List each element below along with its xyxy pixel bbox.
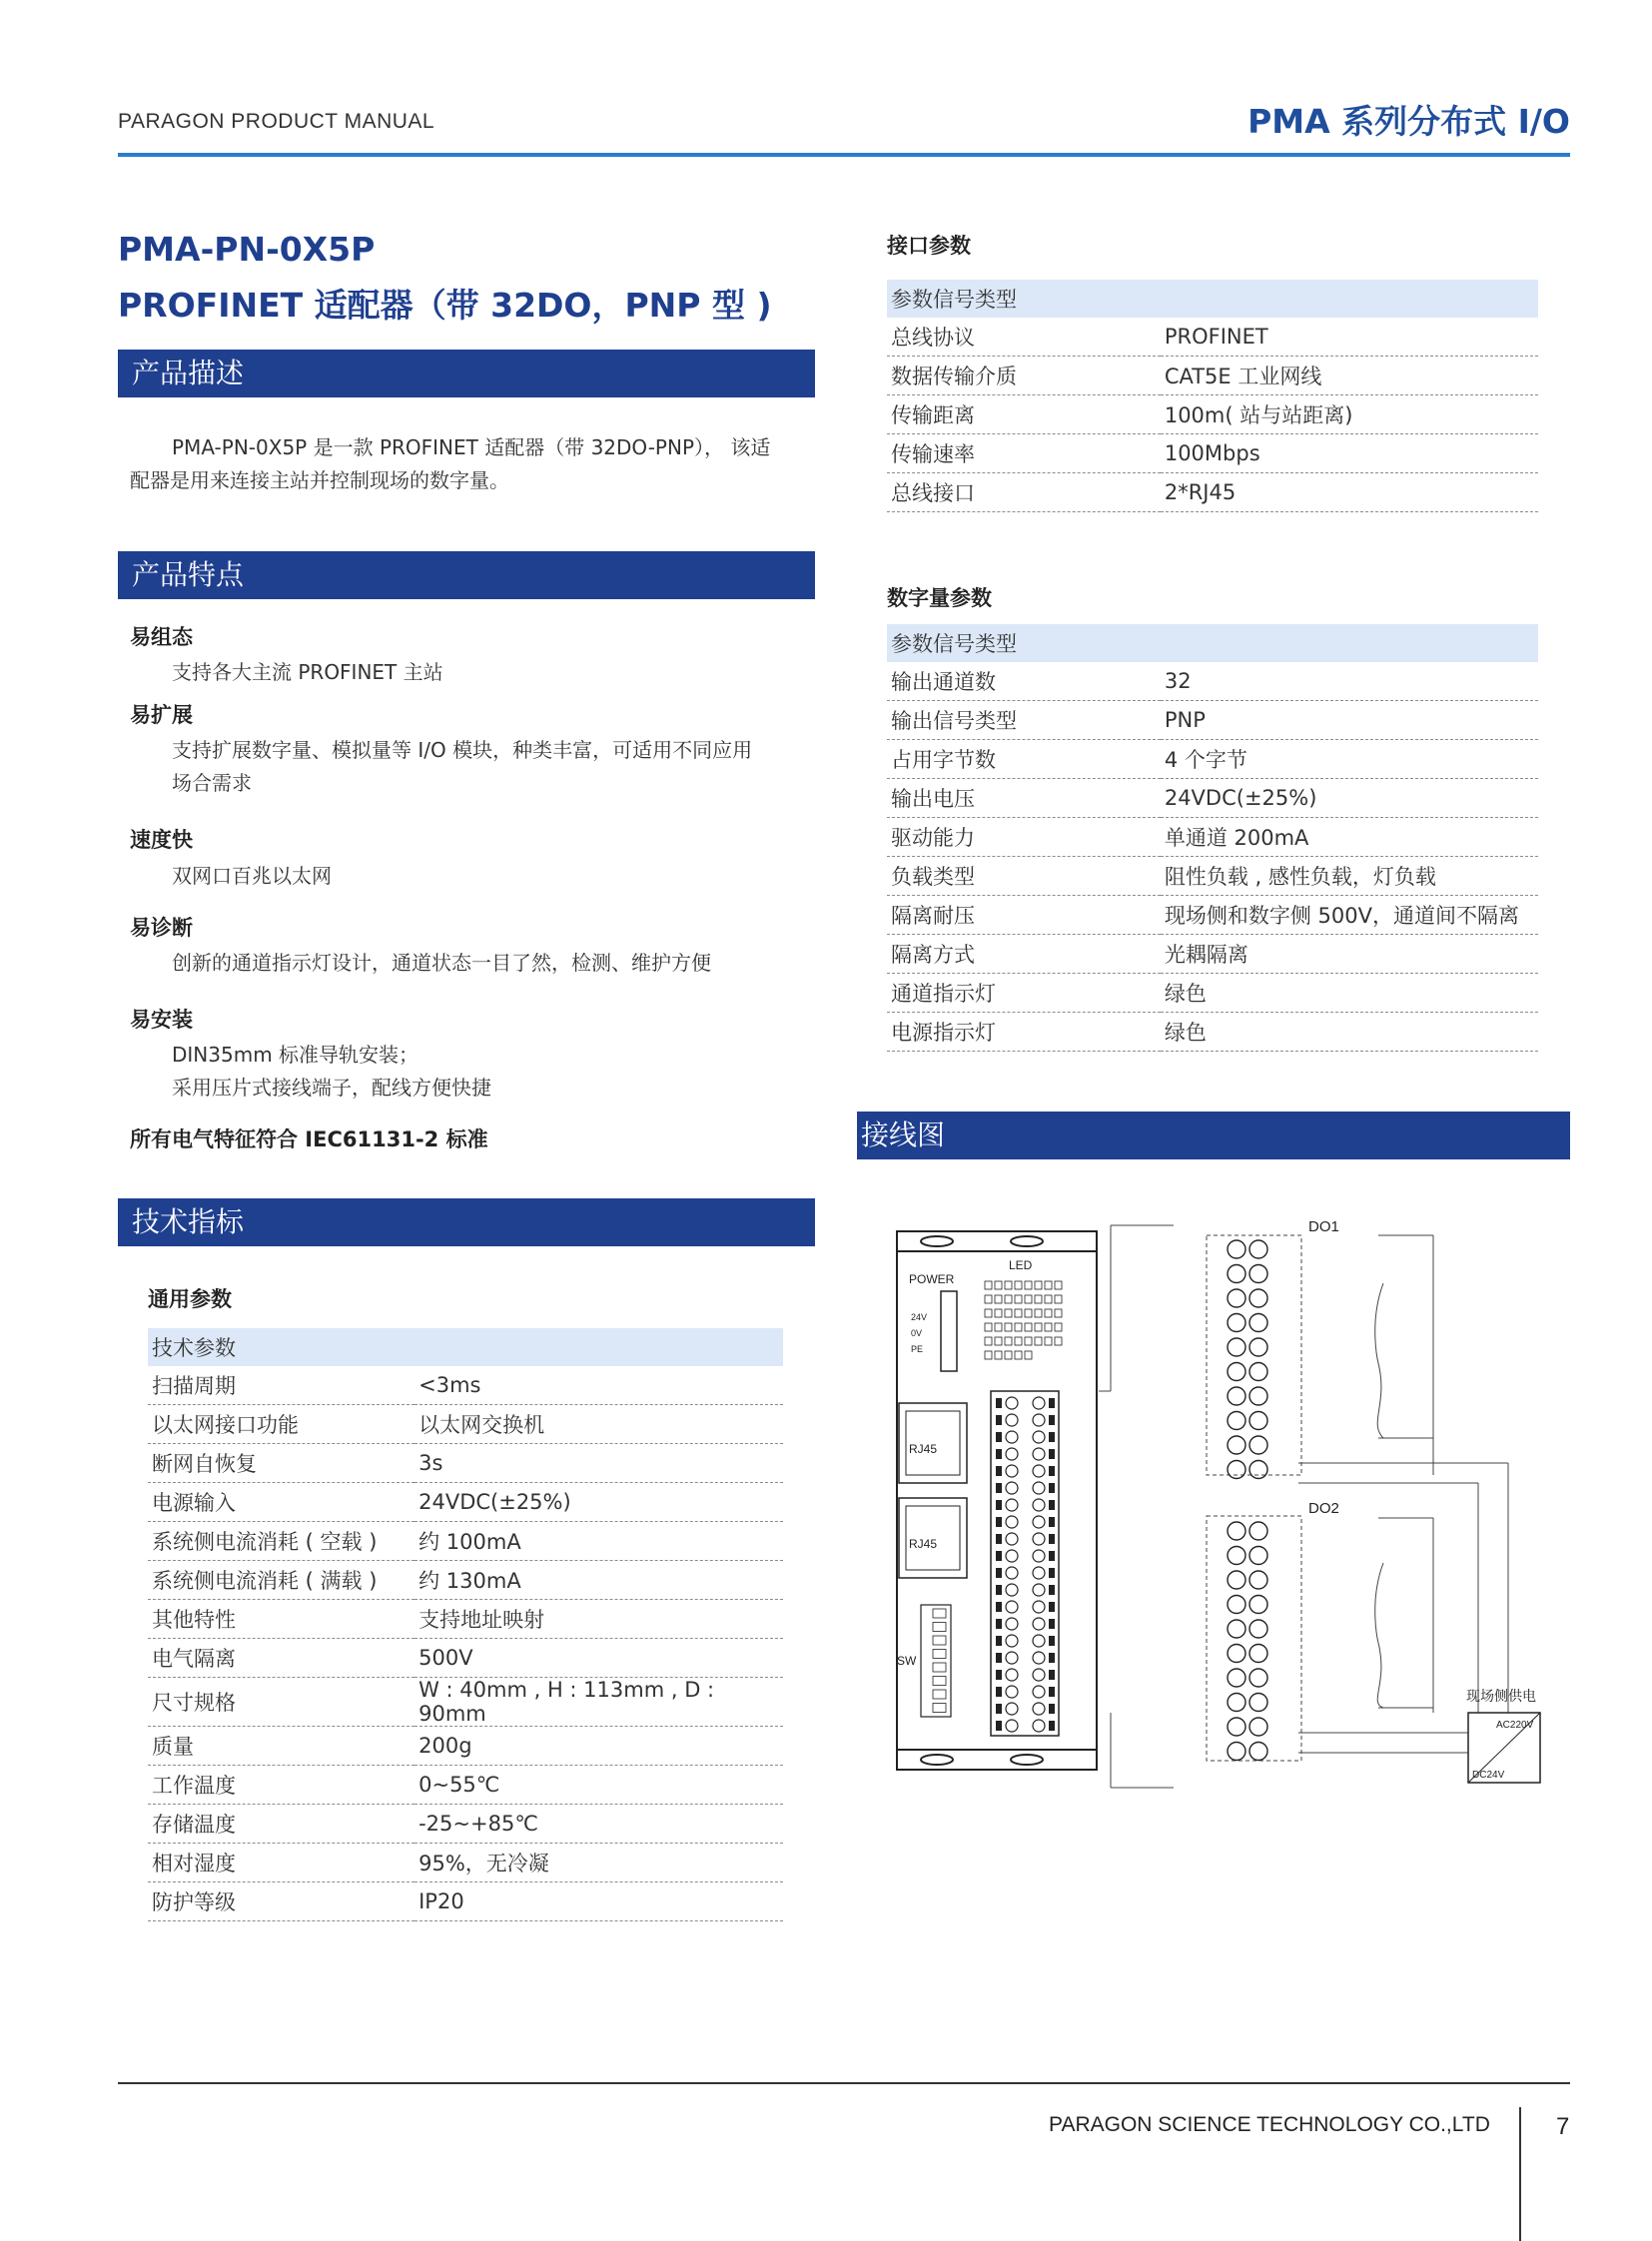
param-name: 数据传输介质 bbox=[887, 357, 1161, 395]
terminal-clip bbox=[996, 1415, 1002, 1425]
dc-label: DC24V bbox=[1472, 1770, 1505, 1781]
do-terminal bbox=[1249, 1240, 1267, 1258]
terminal-clip bbox=[1049, 1449, 1055, 1459]
terminal-clip bbox=[1049, 1483, 1055, 1493]
param-name: 断网自恢复 bbox=[148, 1444, 414, 1483]
do-terminal bbox=[1228, 1387, 1245, 1405]
product-model: PMA-PN-0X5P bbox=[118, 230, 376, 269]
terminal-clip bbox=[1049, 1704, 1055, 1714]
terminal-clip bbox=[1049, 1721, 1055, 1731]
do-terminal bbox=[1249, 1620, 1267, 1638]
table-row bbox=[887, 701, 1538, 740]
param-name: 尺寸规格 bbox=[148, 1678, 414, 1727]
terminal-clip bbox=[996, 1534, 1002, 1544]
do-terminal bbox=[1249, 1645, 1267, 1663]
param-value: 4 个字节 bbox=[1161, 740, 1538, 779]
table-row bbox=[887, 1013, 1538, 1052]
do-terminal bbox=[1249, 1694, 1267, 1712]
param-name: 传输距离 bbox=[887, 395, 1161, 434]
do-terminal bbox=[1228, 1571, 1245, 1589]
table-row bbox=[148, 1522, 783, 1561]
param-name: 输出电压 bbox=[887, 779, 1161, 818]
field-power-label: 现场侧供电 bbox=[1466, 1688, 1536, 1704]
terminal-clip bbox=[1049, 1466, 1055, 1476]
terminal-clip bbox=[1049, 1687, 1055, 1697]
do-terminal bbox=[1228, 1289, 1245, 1307]
table-header: 参数信号类型 bbox=[887, 280, 1538, 318]
param-name: 负载类型 bbox=[887, 857, 1161, 896]
param-value: PROFINET bbox=[1161, 318, 1538, 357]
terminal-clip bbox=[1049, 1636, 1055, 1646]
param-value: IP20 bbox=[414, 1882, 783, 1921]
table-row bbox=[148, 1561, 783, 1600]
terminal-clip bbox=[1049, 1585, 1055, 1595]
terminal-clip bbox=[1049, 1432, 1055, 1442]
param-value: 约 130mA bbox=[414, 1561, 783, 1600]
table-row bbox=[887, 357, 1538, 395]
terminal-clip bbox=[996, 1568, 1002, 1578]
do-terminal bbox=[1228, 1314, 1245, 1332]
do-terminal bbox=[1228, 1412, 1245, 1430]
param-value: 绿色 bbox=[1161, 974, 1538, 1013]
do-terminal bbox=[1249, 1387, 1267, 1405]
do2-label: DO2 bbox=[1308, 1500, 1339, 1517]
table-row bbox=[148, 1805, 783, 1844]
param-name: 系统侧电流消耗 ( 空载 ) bbox=[148, 1522, 414, 1561]
terminal-clip bbox=[996, 1449, 1002, 1459]
do-terminal bbox=[1249, 1265, 1267, 1283]
rj45-label-2: RJ45 bbox=[909, 1537, 938, 1551]
power-pe-label: PE bbox=[911, 1344, 924, 1354]
table-row bbox=[148, 1483, 783, 1522]
terminal-clip bbox=[996, 1619, 1002, 1629]
param-name: 电源指示灯 bbox=[887, 1013, 1161, 1052]
table-row bbox=[887, 818, 1538, 857]
section-features: 产品特点 bbox=[118, 551, 815, 599]
do-terminal bbox=[1228, 1694, 1245, 1712]
terminal-clip bbox=[996, 1483, 1002, 1493]
table-row bbox=[887, 434, 1538, 473]
feature-text: 创新的通道指示灯设计，通道状态一目了然，检测、维护方便 bbox=[172, 951, 711, 975]
do-terminal bbox=[1228, 1265, 1245, 1283]
table-row bbox=[148, 1727, 783, 1766]
do-terminal bbox=[1228, 1461, 1245, 1479]
description-line-2: 配器是用来连接主站并控制现场的数字量。 bbox=[130, 468, 509, 492]
param-name: 扫描周期 bbox=[148, 1366, 414, 1405]
param-value: 200g bbox=[414, 1727, 783, 1766]
feature-heading: 易安装 bbox=[130, 1008, 193, 1032]
feature-text: 支持扩展数字量、模拟量等 I/O 模块，种类丰富，可适用不同应用 bbox=[172, 738, 753, 762]
section-description: 产品描述 bbox=[118, 350, 815, 397]
table-row bbox=[148, 1766, 783, 1805]
param-value: 24VDC(±25%) bbox=[1161, 779, 1538, 818]
param-name: 隔离耐压 bbox=[887, 896, 1161, 935]
do-terminal bbox=[1228, 1547, 1245, 1565]
do-terminal bbox=[1228, 1338, 1245, 1356]
param-name: 隔离方式 bbox=[887, 935, 1161, 974]
param-value: 500V bbox=[414, 1639, 783, 1678]
param-name: 系统侧电流消耗 ( 满载 ) bbox=[148, 1561, 414, 1600]
param-value: 100m( 站与站距离) bbox=[1161, 395, 1538, 434]
do-terminal bbox=[1228, 1596, 1245, 1614]
do-terminal bbox=[1249, 1596, 1267, 1614]
param-value: 以太网交换机 bbox=[414, 1405, 783, 1444]
param-value: -25~+85℃ bbox=[414, 1805, 783, 1844]
digital-params-title: 数字量参数 bbox=[887, 586, 992, 610]
do-terminal bbox=[1249, 1743, 1267, 1761]
param-value: 阻性负载 , 感性负载，灯负载 bbox=[1161, 857, 1538, 896]
feature-heading: 易扩展 bbox=[130, 703, 193, 727]
terminal-clip bbox=[996, 1585, 1002, 1595]
header-rule bbox=[118, 153, 1570, 157]
table-row bbox=[148, 1366, 783, 1405]
terminal-clip bbox=[996, 1551, 1002, 1561]
table-row bbox=[887, 896, 1538, 935]
terminal-clip bbox=[1049, 1619, 1055, 1629]
param-value: 0~55℃ bbox=[414, 1766, 783, 1805]
header-right: PMA 系列分布式 I/O bbox=[1247, 102, 1570, 141]
general-params-table bbox=[148, 1328, 783, 1921]
footer-rule bbox=[118, 2082, 1570, 2084]
section-wiring: 接线图 bbox=[857, 1112, 1570, 1159]
feature-text: 双网口百兆以太网 bbox=[172, 864, 332, 888]
table-row bbox=[887, 395, 1538, 434]
terminal-clip bbox=[996, 1398, 1002, 1408]
terminal-clip bbox=[996, 1670, 1002, 1680]
table-row bbox=[887, 662, 1538, 701]
do-terminal bbox=[1249, 1436, 1267, 1454]
param-value: 3s bbox=[414, 1444, 783, 1483]
do1-label: DO1 bbox=[1308, 1218, 1339, 1235]
terminal-clip bbox=[996, 1687, 1002, 1697]
param-value: <3ms bbox=[414, 1366, 783, 1405]
general-params-title: 通用参数 bbox=[148, 1287, 232, 1311]
param-name: 总线接口 bbox=[887, 473, 1161, 512]
param-name: 存储温度 bbox=[148, 1805, 414, 1844]
param-name: 占用字节数 bbox=[887, 740, 1161, 779]
do-terminal bbox=[1249, 1363, 1267, 1381]
do-terminal bbox=[1249, 1338, 1267, 1356]
param-name: 传输速率 bbox=[887, 434, 1161, 473]
param-value: 2*RJ45 bbox=[1161, 473, 1538, 512]
do-terminal bbox=[1228, 1240, 1245, 1258]
terminal-clip bbox=[996, 1653, 1002, 1663]
feature-text: 采用压片式接线端子，配线方便快捷 bbox=[172, 1076, 491, 1100]
table-header: 技术参数 bbox=[148, 1328, 783, 1366]
ac-label: AC220V bbox=[1496, 1720, 1534, 1731]
table-row bbox=[148, 1444, 783, 1483]
do-terminal bbox=[1249, 1461, 1267, 1479]
param-value: PNP bbox=[1161, 701, 1538, 740]
param-value: CAT5E 工业网线 bbox=[1161, 357, 1538, 395]
description-line-1: PMA-PN-0X5P 是一款 PROFINET 适配器（带 32DO-PNP）， 该适 bbox=[172, 435, 771, 459]
param-value: 32 bbox=[1161, 662, 1538, 701]
table-row bbox=[887, 740, 1538, 779]
header-left: PARAGON PRODUCT MANUAL bbox=[118, 110, 435, 133]
terminal-clip bbox=[996, 1636, 1002, 1646]
param-name: 防护等级 bbox=[148, 1882, 414, 1921]
terminal-clip bbox=[996, 1721, 1002, 1731]
table-row bbox=[887, 779, 1538, 818]
terminal-clip bbox=[996, 1704, 1002, 1714]
terminal-clip bbox=[1049, 1398, 1055, 1408]
terminal-clip bbox=[996, 1432, 1002, 1442]
param-value: 绿色 bbox=[1161, 1013, 1538, 1052]
param-value: 支持地址映射 bbox=[414, 1600, 783, 1639]
table-row bbox=[148, 1678, 783, 1727]
param-name: 以太网接口功能 bbox=[148, 1405, 414, 1444]
power-0v-label: 0V bbox=[911, 1328, 923, 1338]
param-name: 工作温度 bbox=[148, 1766, 414, 1805]
feature-heading: 速度快 bbox=[130, 828, 193, 852]
table-row bbox=[887, 974, 1538, 1013]
terminal-clip bbox=[1049, 1670, 1055, 1680]
do-terminal bbox=[1249, 1522, 1267, 1540]
led-label: LED bbox=[1009, 1258, 1033, 1272]
param-value: 单通道 200mA bbox=[1161, 818, 1538, 857]
terminal-clip bbox=[996, 1466, 1002, 1476]
do2-terminal-frame bbox=[1207, 1516, 1301, 1761]
do-terminal bbox=[1249, 1669, 1267, 1687]
table-row bbox=[887, 935, 1538, 974]
footer-company: PARAGON SCIENCE TECHNOLOGY CO.,LTD bbox=[1049, 2113, 1490, 2136]
feature-text: 支持各大主流 PROFINET 主站 bbox=[172, 660, 443, 684]
do-terminal bbox=[1228, 1743, 1245, 1761]
param-name: 相对湿度 bbox=[148, 1844, 414, 1882]
param-name: 输出通道数 bbox=[887, 662, 1161, 701]
load-curve-1 bbox=[1375, 1283, 1383, 1438]
feature-heading: 易诊断 bbox=[130, 916, 193, 940]
power-label: POWER bbox=[909, 1272, 955, 1286]
do-terminal bbox=[1249, 1314, 1267, 1332]
product-title: PROFINET 适配器（带 32DO，PNP 型 ) bbox=[118, 286, 772, 325]
do-terminal bbox=[1228, 1436, 1245, 1454]
param-value: 100Mbps bbox=[1161, 434, 1538, 473]
do-terminal bbox=[1249, 1718, 1267, 1736]
terminal-clip bbox=[996, 1602, 1002, 1612]
footer-divider bbox=[1519, 2107, 1521, 2241]
do-terminal bbox=[1249, 1571, 1267, 1589]
do-terminal bbox=[1228, 1645, 1245, 1663]
table-row bbox=[148, 1844, 783, 1882]
param-name: 总线协议 bbox=[887, 318, 1161, 357]
table-header: 参数信号类型 bbox=[887, 624, 1538, 662]
do-terminal bbox=[1249, 1547, 1267, 1565]
do-terminal bbox=[1228, 1669, 1245, 1687]
terminal-clip bbox=[1049, 1534, 1055, 1544]
do-terminal bbox=[1228, 1522, 1245, 1540]
interface-params-table bbox=[887, 280, 1538, 512]
param-name: 电气隔离 bbox=[148, 1639, 414, 1678]
digital-params-table bbox=[887, 624, 1538, 1052]
param-value: 光耦隔离 bbox=[1161, 935, 1538, 974]
terminal-clip bbox=[1049, 1500, 1055, 1510]
terminal-clip bbox=[1049, 1551, 1055, 1561]
table-row bbox=[887, 473, 1538, 512]
table-row bbox=[887, 318, 1538, 357]
load-curve-2 bbox=[1375, 1563, 1383, 1708]
bottom-rail-clip bbox=[897, 1750, 1097, 1770]
feature-text: 场合需求 bbox=[172, 771, 252, 795]
param-value: 约 100mA bbox=[414, 1522, 783, 1561]
param-value: W : 40mm , H : 113mm , D : 90mm bbox=[414, 1678, 783, 1727]
do-terminal bbox=[1228, 1718, 1245, 1736]
table-row bbox=[887, 857, 1538, 896]
terminal-clip bbox=[1049, 1415, 1055, 1425]
param-name: 其他特性 bbox=[148, 1600, 414, 1639]
section-specs: 技术指标 bbox=[118, 1198, 815, 1246]
interface-params-title: 接口参数 bbox=[887, 234, 971, 258]
terminal-clip bbox=[1049, 1517, 1055, 1527]
terminal-clip bbox=[1049, 1568, 1055, 1578]
feature-text: DIN35mm 标准导轨安装； bbox=[172, 1043, 419, 1067]
param-name: 质量 bbox=[148, 1727, 414, 1766]
terminal-clip bbox=[1049, 1602, 1055, 1612]
param-name: 通道指示灯 bbox=[887, 974, 1161, 1013]
table-row bbox=[148, 1600, 783, 1639]
param-value: 现场侧和数字侧 500V，通道间不隔离 bbox=[1161, 896, 1538, 935]
do-terminal bbox=[1249, 1412, 1267, 1430]
terminal-clip bbox=[996, 1517, 1002, 1527]
table-row bbox=[148, 1639, 783, 1678]
table-row bbox=[148, 1882, 783, 1921]
param-value: 95%，无冷凝 bbox=[414, 1844, 783, 1882]
terminal-clip bbox=[996, 1500, 1002, 1510]
wiring-diagram bbox=[879, 1213, 1568, 1813]
sw-label: SW bbox=[897, 1654, 917, 1668]
terminal-clip bbox=[1049, 1653, 1055, 1663]
power-24v-label: 24V bbox=[911, 1312, 928, 1322]
do-terminal bbox=[1228, 1363, 1245, 1381]
param-value: 24VDC(±25%) bbox=[414, 1483, 783, 1522]
rj45-label-1: RJ45 bbox=[909, 1442, 938, 1456]
table-row bbox=[148, 1405, 783, 1444]
do-terminal bbox=[1249, 1289, 1267, 1307]
param-name: 驱动能力 bbox=[887, 818, 1161, 857]
do-terminal bbox=[1228, 1620, 1245, 1638]
top-rail-clip bbox=[897, 1231, 1097, 1251]
compliance-note: 所有电气特征符合 IEC61131-2 标准 bbox=[130, 1127, 488, 1151]
feature-heading: 易组态 bbox=[130, 625, 193, 649]
param-name: 输出信号类型 bbox=[887, 701, 1161, 740]
param-name: 电源输入 bbox=[148, 1483, 414, 1522]
page-number: 7 bbox=[1556, 2113, 1570, 2140]
